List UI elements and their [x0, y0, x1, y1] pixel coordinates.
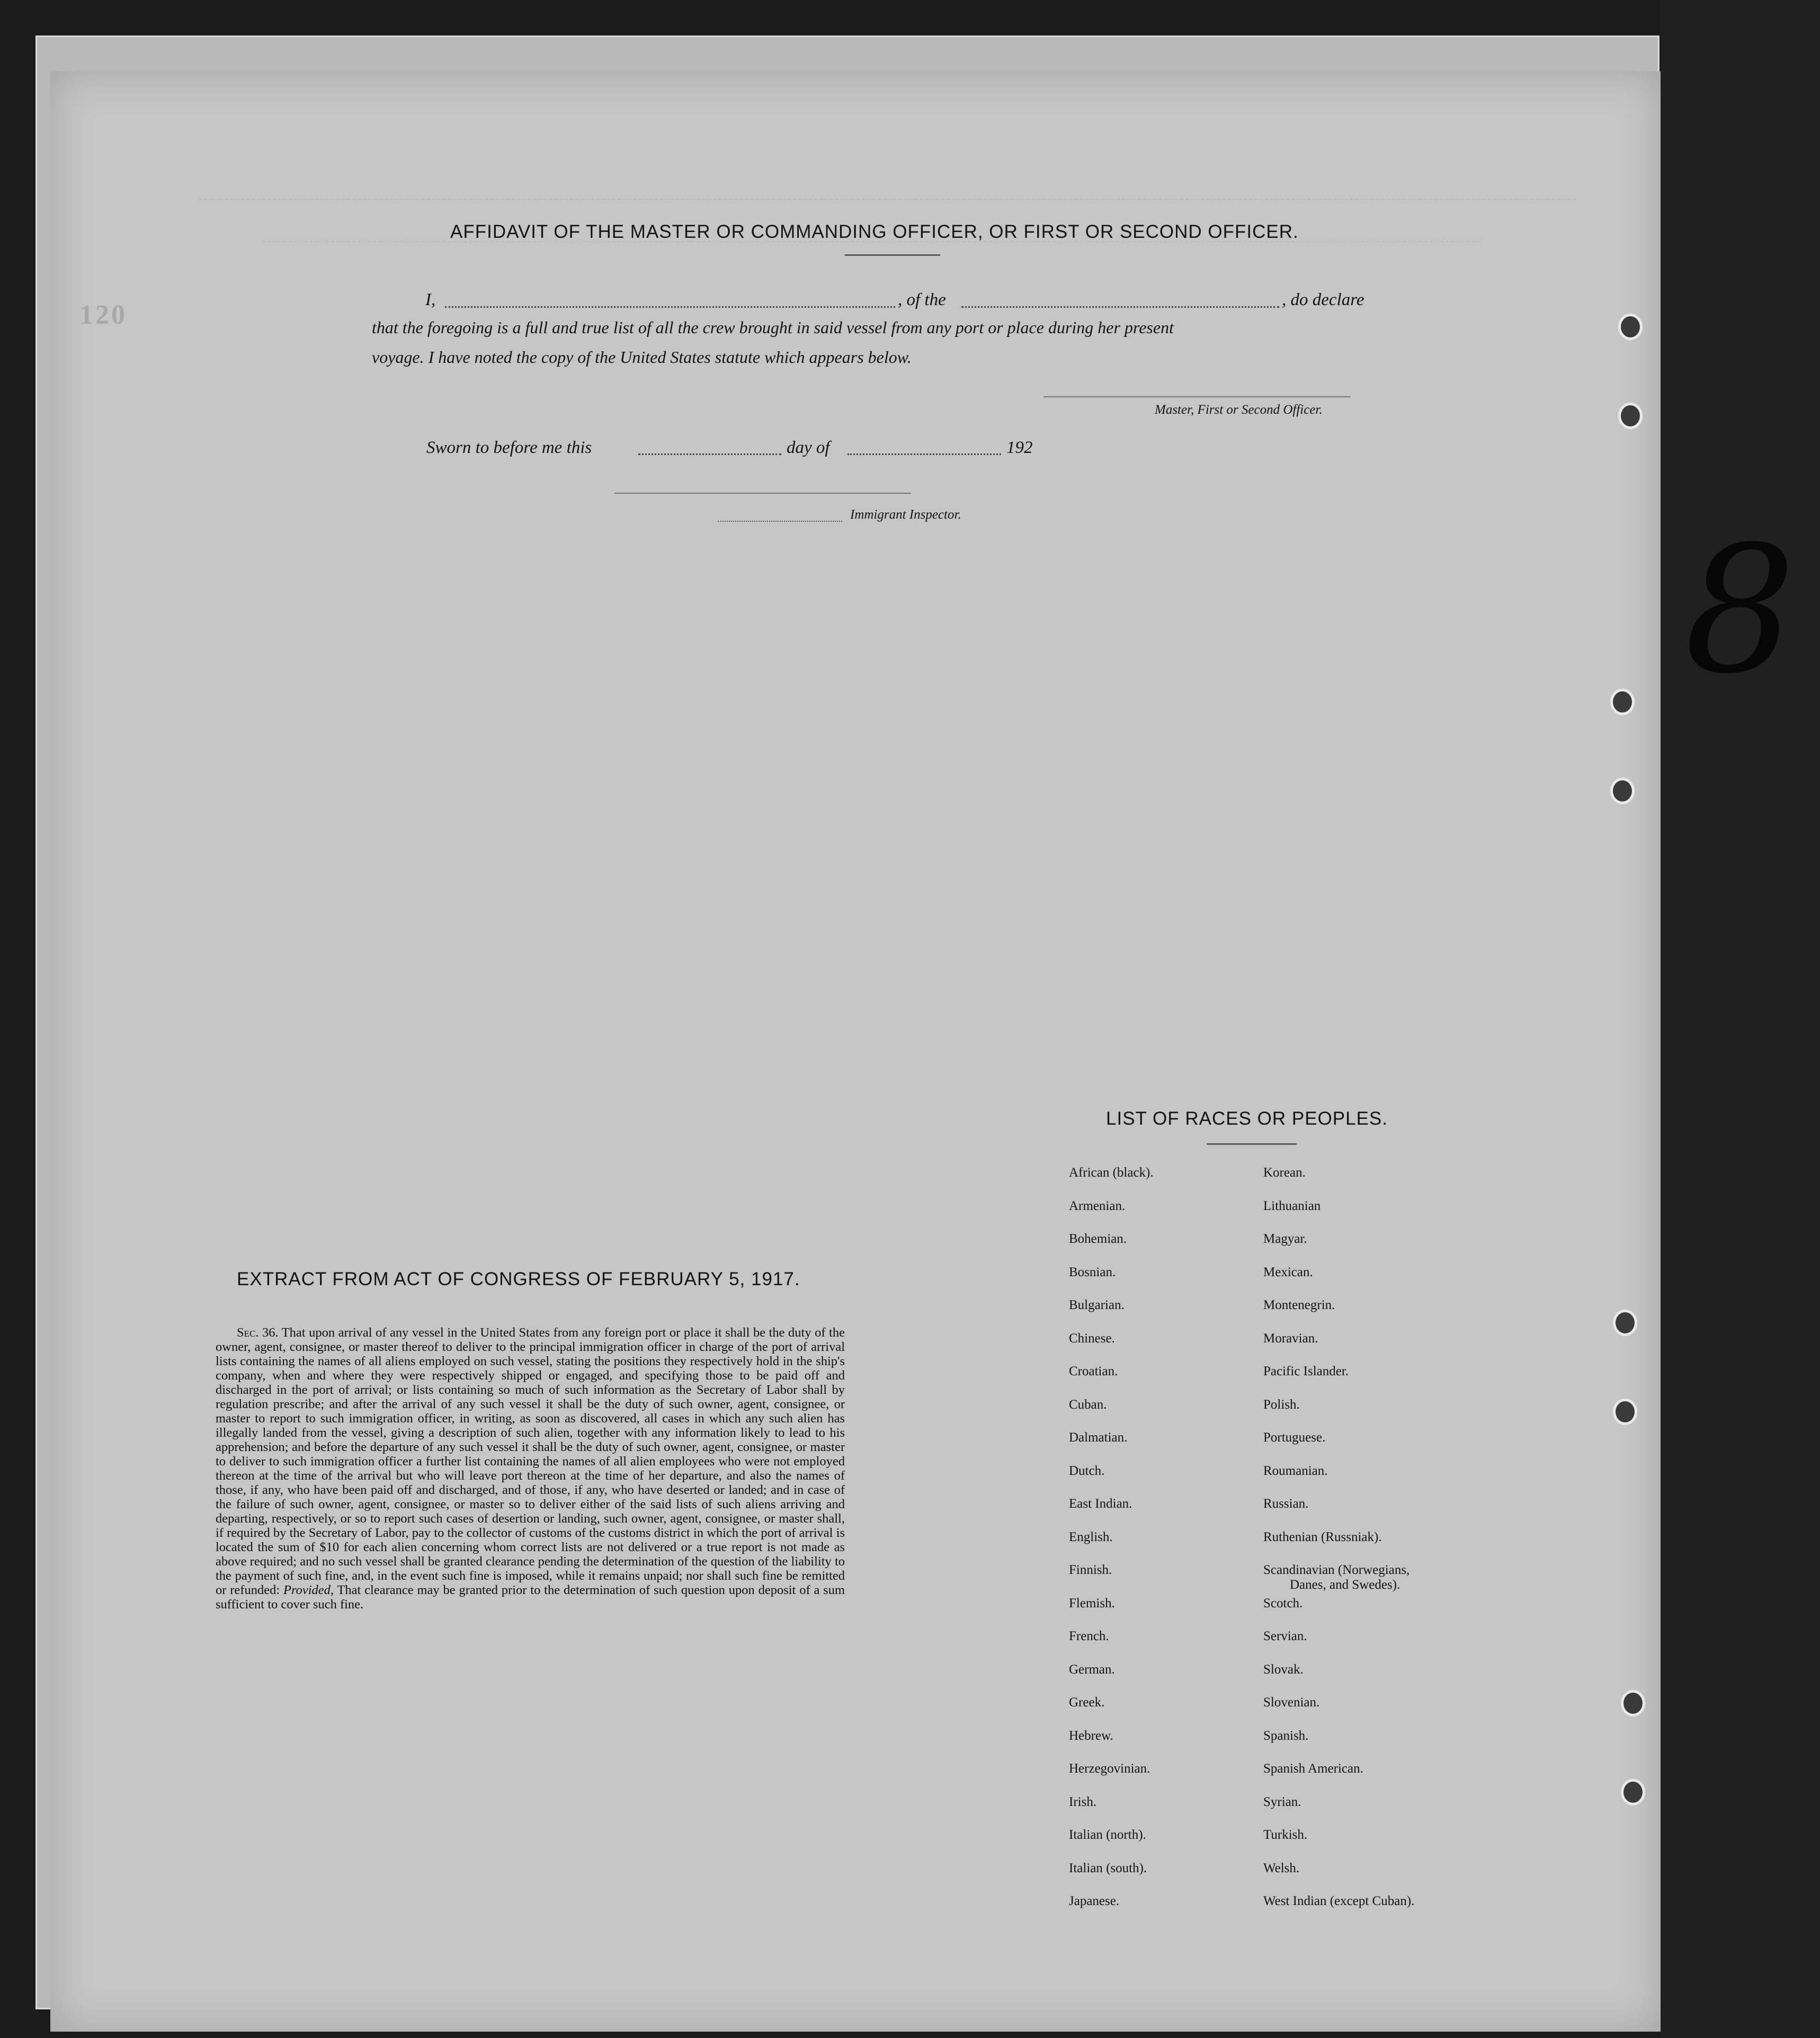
day-of-label: day of [787, 438, 830, 457]
race-item: Syrian. [1263, 1794, 1301, 1809]
races-column-1 [1069, 1165, 1154, 1927]
margin-number: 120 [79, 300, 127, 330]
race-item: Mexican. [1263, 1265, 1313, 1279]
race-item: Slovenian. [1263, 1695, 1320, 1710]
race-item: Italian (south). [1069, 1861, 1147, 1875]
races-column-2 [1263, 1165, 1414, 1927]
race-item: French. [1069, 1629, 1109, 1643]
race-item: Chinese. [1069, 1331, 1115, 1346]
declarant-blank [445, 306, 895, 308]
race-item: Lithuanian [1263, 1198, 1321, 1213]
race-item: African (black). [1069, 1165, 1154, 1180]
declare-label: , do declare [1282, 290, 1364, 309]
race-item: Dutch. [1069, 1463, 1105, 1478]
race-item: Welsh. [1263, 1861, 1300, 1875]
race-item: Portuguese. [1263, 1430, 1326, 1445]
year-prefix: 192 [1006, 438, 1033, 457]
race-item: Moravian. [1263, 1331, 1318, 1346]
race-item: Turkish. [1263, 1828, 1308, 1842]
race-item: Danes, and Swedes). [1290, 1578, 1400, 1592]
binder-hole [1613, 1310, 1637, 1336]
binder-hole [1618, 314, 1643, 340]
extract-body [216, 1325, 845, 1612]
race-item: Slovak. [1263, 1662, 1304, 1677]
race-item: East Indian. [1069, 1497, 1132, 1511]
of-the-label: , of the [898, 290, 946, 309]
binder-hole [1610, 778, 1635, 804]
race-item: Bulgarian. [1069, 1298, 1125, 1312]
race-item: Croatian. [1069, 1364, 1118, 1378]
race-item: Bosnian. [1069, 1265, 1116, 1279]
vessel-blank [961, 306, 1279, 308]
races-title: LIST OF RACES OR PEOPLES. [1106, 1108, 1388, 1129]
race-item: Flemish. [1069, 1596, 1115, 1610]
race-item: Irish. [1069, 1794, 1097, 1809]
race-item: Pacific Islander. [1263, 1364, 1349, 1378]
section-text-a: That upon arrival of any vessel in the United States from any foreign port or place it shall be the duty of the owner, agent, consignee, or master thereof to deliver to the principal immigration officer in charge of the port of arrival lists containing the names of all aliens employed on such vessel, stating the positions they respectively hold in the ship's company, when and where they were respectively shipped or engaged, and specifying those to be paid off and discharged in the port of arrival; or lists containing so much of such information as the Secretary of Labor shall by regulation prescribe; and after the arrival of any such vessel it shall be the duty of such owner, agent, consignee, or master to report to such immigration officer, in writing, as soon as discovered, all cases in which any such alien has illegally landed from the vessel, giving a description of such alien, together with any information likely to lead to his apprehension; and before the departure of any such vessel it shall be the duty of such owner, agent, consignee, or master to deliver to such immigration officer a further list containing the names of all alien employees who were not employed thereon at the time of the arrival but who will leave port thereon at the time of her departure, and also the names of those, if any, who have been paid off and discharged, and of those, if any, who have deserted or landed; and in case of the failure of such owner, agent, consignee, or master so to deliver either of the said lists of such aliens arriving and departing, respectively, or so to report such cases of desertion or landing, such owner, agent, consignee, or master shall, if required by the Secretary of Labor, pay to the collector of customs of the customs district in which the port of arrival is located the sum of $10 for each alien concerning whom correct lists are not delivered or a true report is not made as above required; and no such vessel shall be granted clearance pending the determination of the question of the liability to the payment of such fine, and, in the event such fine is imposed, while it remains unpaid; nor shall such fine be remitted or refunded: [216, 1325, 845, 1597]
extract-title: EXTRACT FROM ACT OF CONGRESS OF FEBRUARY 5, 1917. [237, 1269, 800, 1289]
race-item: Scandinavian (Norwegians, [1263, 1563, 1410, 1577]
handwritten-mark: 8 [1684, 509, 1796, 712]
scan-background [1661, 0, 1820, 2038]
race-item: Italian (north). [1069, 1828, 1146, 1842]
race-item: Japanese. [1069, 1894, 1120, 1908]
race-item: Spanish American. [1263, 1761, 1363, 1776]
binder-hole [1613, 1399, 1637, 1425]
inspector-blank [718, 521, 842, 522]
race-item: Scotch. [1263, 1596, 1303, 1610]
master-signature-label: Master, First or Second Officer. [1155, 403, 1323, 417]
races-title-rule [1207, 1143, 1297, 1145]
race-item: English. [1069, 1529, 1113, 1544]
binder-hole [1618, 403, 1643, 429]
inspector-label: Immigrant Inspector. [850, 508, 961, 522]
race-item: Dalmatian. [1069, 1430, 1128, 1445]
inspector-rule [614, 493, 911, 494]
race-item: Montenegrin. [1263, 1298, 1335, 1312]
race-item: Armenian. [1069, 1198, 1126, 1213]
sworn-month-blank [847, 453, 1001, 455]
sworn-label: Sworn to before me this [426, 438, 592, 457]
binder-hole [1610, 689, 1635, 715]
title-rule [845, 254, 940, 256]
race-item: Korean. [1263, 1165, 1306, 1180]
declarant-label: I, [425, 290, 436, 309]
race-item: Hebrew. [1069, 1728, 1113, 1743]
section-label: Sec. 36. [237, 1325, 279, 1340]
race-item: Roumanian. [1263, 1463, 1328, 1478]
race-item: Polish. [1263, 1397, 1300, 1412]
race-item: West Indian (except Cuban). [1263, 1894, 1415, 1908]
affidavit-title: AFFIDAVIT OF THE MASTER OR COMMANDING OFFICER, OR FIRST OR SECOND OFFICER. [450, 221, 1299, 242]
sworn-day-blank [638, 453, 781, 455]
section-text-b: That clearance may be granted prior to the determination of such question upon deposit of a sum sufficient to cover such fine. [216, 1583, 845, 1612]
race-item: Cuban. [1069, 1397, 1107, 1412]
race-item: German. [1069, 1662, 1115, 1677]
binder-hole [1621, 1779, 1645, 1805]
race-item: Bohemian. [1069, 1232, 1127, 1246]
race-item: Servian. [1263, 1629, 1307, 1643]
binder-hole [1621, 1690, 1645, 1716]
race-item: Russian. [1263, 1497, 1309, 1511]
race-item: Spanish. [1263, 1728, 1309, 1743]
race-item: Ruthenian (Russniak). [1263, 1529, 1382, 1544]
affidavit-line-2: that the foregoing is a full and true list of all the crew brought in said vessel from any port or place during her present [372, 318, 1174, 337]
race-item: Greek. [1069, 1695, 1105, 1710]
bleed-through-header [199, 172, 1576, 200]
race-item: Herzegovinian. [1069, 1761, 1150, 1776]
race-item: Magyar. [1263, 1232, 1307, 1246]
provided-word: Provided, [283, 1583, 334, 1597]
affidavit-line-3: voyage. I have noted the copy of the United States statute which appears below. [372, 348, 912, 367]
master-signature-line [1043, 396, 1351, 397]
race-item: Finnish. [1069, 1563, 1112, 1577]
